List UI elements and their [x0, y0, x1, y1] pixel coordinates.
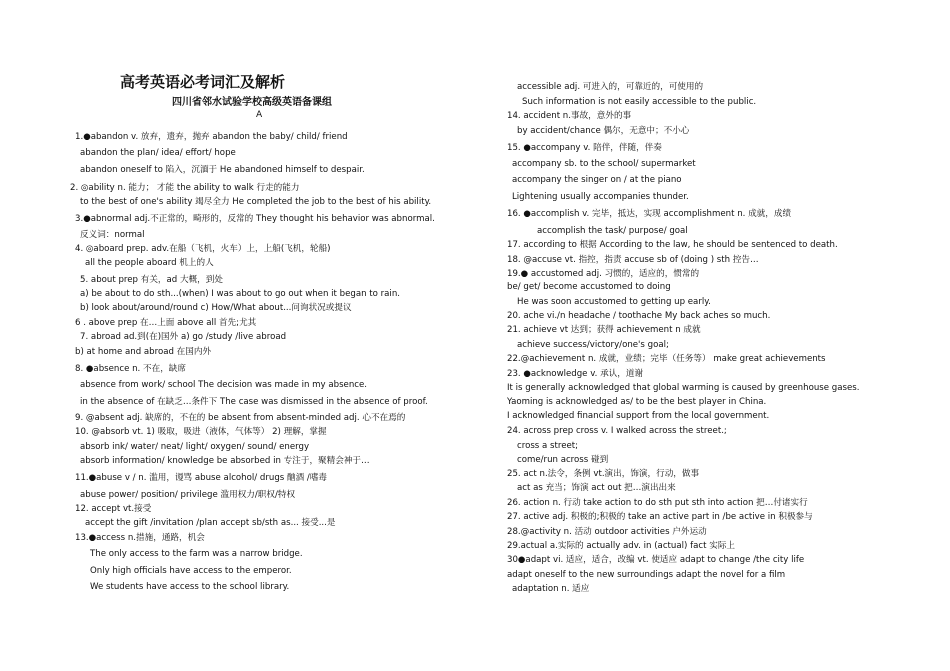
right-entry-line: 24. across prep cross v. I walked across the street.;	[507, 426, 727, 436]
right-entry-line: It is generally acknowledged that global warming is caused by greenhouse gases.	[507, 383, 860, 393]
right-entry-line: 18. @accuse vt. 指控，指责 accuse sb of (doing ) sth 控告…	[507, 255, 759, 265]
right-entry-line: be/ get/ become accustomed to doing	[507, 282, 671, 292]
right-entry-line: Yaoming is acknowledged as/ to be the best player in China.	[507, 397, 767, 407]
right-entry-line: by accident/chance 偶尔，无意中；不小心	[517, 126, 690, 136]
right-entry-line: act as 充当；饰演 act out 把…演出出来	[517, 483, 676, 493]
left-entry-line: 13.●access n.措施，通路，机会	[75, 533, 205, 543]
left-entry-line: absorb ink/ water/ neat/ light/ oxygen/ sound/ energy	[80, 442, 310, 452]
left-entry-line: abandon the plan/ idea/ effort/ hope	[80, 148, 236, 158]
right-entry-line: accessible adj. 可进入的，可靠近的，可使用的	[517, 82, 704, 92]
right-entry-line: He was soon accustomed to getting up early.	[517, 297, 711, 307]
right-entry-line: 22.@achievement n. 成就，业绩；完毕（任务等） make great achievements	[507, 354, 826, 364]
left-entry-line: b) at home and abroad 在国内外	[75, 347, 212, 357]
right-entry-line: 28.@activity n. 活动 outdoor activities 户外运动	[507, 527, 707, 537]
left-entry-line: 3.●abnormal adj.不正常的，畸形的，反常的 They thought his behavior was abnormal.	[75, 214, 435, 224]
left-entry-line: in the absence of 在缺乏…条件下 The case was dismissed in the absence of proof.	[80, 397, 428, 407]
right-entry-line: come/run across 碰到	[517, 455, 609, 465]
left-entry-line: accept the gift /invitation /plan accept sb/sth as... 接受...是	[85, 518, 336, 528]
right-entry-line: 21. achieve vt 达到；获得 achievement n 成就	[507, 325, 701, 335]
right-entry-line: 26. action n. 行动 take action to do sth put sth into action 把…付诸实行	[507, 498, 808, 508]
right-entry-line: accomplish the task/ purpose/ goal	[537, 226, 688, 236]
right-entry-line: accompany the singer on / at the piano	[512, 175, 682, 185]
left-entry-line: 8. ●absence n. 不在，缺席	[75, 364, 186, 374]
right-entry-line: I acknowledged financial support from the local government.	[507, 411, 770, 421]
left-entry-line: Only high officials have access to the emperor.	[90, 566, 292, 576]
left-entry-line: 1.●abandon v. 放弃，遗弃，抛弃 abandon the baby/ child/ friend	[75, 132, 348, 142]
right-entry-line: accompany sb. to the school/ supermarket	[512, 159, 696, 169]
left-entry-line: 6 . above prep 在…上面 above all 首先;尤其	[75, 318, 257, 328]
left-entry-line: absorb information/ knowledge be absorbed in 专注于，聚精会神于…	[80, 456, 370, 466]
left-entry-line: all the people aboard 机上的人	[85, 258, 214, 268]
left-entry-line: The only access to the farm was a narrow bridge.	[90, 549, 303, 559]
document-subtitle: 四川省邻水试验学校高级英语备课组	[172, 97, 332, 108]
right-entry-line: Lightening usually accompanies thunder.	[512, 192, 689, 202]
right-entry-line: 19.● accustomed adj. 习惯的，适应的，惯常的	[507, 269, 700, 279]
right-entry-line: Such information is not easily accessible to the public.	[522, 97, 757, 107]
left-entry-line: 2. ◎ability n. 能力； 才能 the ability to walk 行走的能力	[70, 183, 300, 193]
right-entry-line: 16. ●accomplish v. 完毕，抵达，实现 accomplishment n. 成就，成绩	[507, 209, 792, 219]
right-entry-line: 15. ●accompany v. 陪伴，伴随，伴奏	[507, 143, 662, 153]
right-entry-line: 29.actual a.实际的 actually adv. in (actual) fact 实际上	[507, 541, 736, 551]
left-entry-line: absence from work/ school The decision was made in my absence.	[80, 380, 368, 390]
right-entry-line: 14. accident n.事故，意外的事	[507, 111, 632, 121]
left-entry-line: to the best of one's ability 竭尽全力 He completed the job to the best of his ability.	[80, 197, 432, 207]
right-entry-line: achieve success/victory/one's goal;	[517, 340, 669, 350]
right-entry-line: adapt oneself to the new surroundings adapt the novel for a film	[507, 570, 786, 580]
left-entry-line: We students have access to the school library.	[90, 582, 290, 592]
right-entry-line: 23. ●acknowledge v. 承认，道谢	[507, 369, 644, 379]
left-entry-line: 7. abroad ad.到(在)国外 a) go /study /live abroad	[80, 332, 287, 342]
right-entry-line: adaptation n. 适应	[512, 584, 590, 594]
left-entry-line: 10. @absorb vt. 1) 吸取，吸进（液体，气体等） 2) 理解，掌握	[75, 427, 327, 437]
left-entry-line: abandon oneself to 陷入，沉湎于 He abandoned himself to despair.	[80, 165, 365, 175]
right-entry-line: 27. active adj. 积极的;积极的 take an active part in /be active in 积极参与	[507, 512, 813, 522]
left-entry-line: 反义词：normal	[80, 230, 145, 240]
right-entry-line: 30●adapt vi. 适应，适合，改编 vt. 使适应 adapt to change /the city life	[507, 555, 805, 565]
right-entry-line: 25. act n.法令，条例 vt.演出，饰演，行动，做事	[507, 469, 700, 479]
left-entry-line: abuse power/ position/ privilege 滥用权力/职权/特权	[80, 490, 296, 500]
document-title: 高考英语必考词汇及解析	[120, 73, 286, 91]
right-entry-line: 20. ache vi./n headache / toothache My back aches so much.	[507, 311, 771, 321]
left-entry-line: 5. about prep 有关，ad 大概，到处	[80, 275, 223, 285]
left-entry-line: a) be about to do sth...(when) I was about to go out when it began to rain.	[80, 289, 400, 299]
section-letter: A	[256, 110, 263, 120]
left-entry-line: 12. accept vt.接受	[75, 504, 152, 514]
left-entry-line: b) look about/around/round c) How/What about...问询状况或提议	[80, 303, 352, 313]
left-entry-line: 4. ◎aboard prep. adv.在船（飞机，火车）上，上船(飞机，轮船)	[75, 244, 331, 254]
right-entry-line: 17. according to 根据 According to the law, he should be sentenced to death.	[507, 240, 838, 250]
right-entry-line: cross a street;	[517, 441, 579, 451]
left-entry-line: 9. @absent adj. 缺席的，不在的 be absent from absent-minded adj. 心不在焉的	[75, 413, 406, 423]
left-entry-line: 11.●abuse v / n. 滥用，谩骂 abuse alcohol/ drugs 酗酒 /嗜毒	[75, 473, 328, 483]
